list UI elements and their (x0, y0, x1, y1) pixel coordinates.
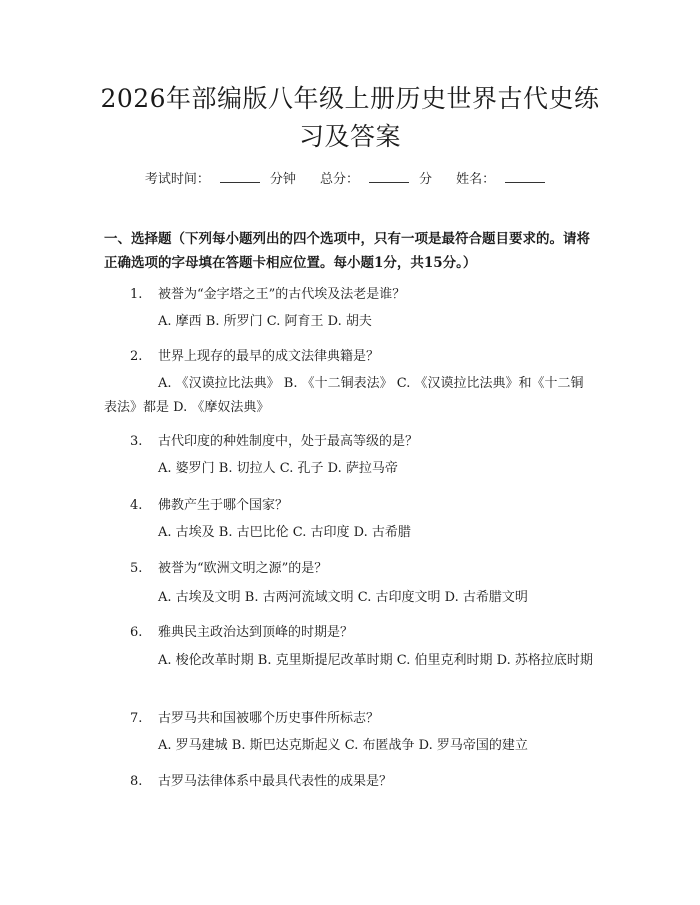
question-3-options: A. 婆罗门 B. 切拉人 C. 孔子 D. 萨拉马帝 (158, 461, 398, 476)
total-score-field: 总分： 分 (319, 172, 433, 187)
question-4: 4. 佛教产生于哪个国家？ (130, 498, 289, 513)
question-7-options: A. 罗马建城 B. 斯巴达克斯起义 C. 布匿战争 D. 罗马帝国的建立 (158, 738, 528, 753)
section-heading: 一、选择题（下列每小题列出的四个选项中，只有一项是最符合题目要求的。请将正确选项的字母填在答题卡相应位置。每小题1分，共15分。） (104, 231, 590, 271)
student-name-field: 姓名： (456, 172, 555, 187)
question-5: 5. 被誉为“欧洲文明之源”的是？ (130, 561, 328, 576)
question-1-options: A. 摩西 B. 所罗门 C. 阿育王 D. 胡夫 (158, 314, 372, 329)
question-3: 3. 古代印度的种姓制度中，处于最高等级的是？ (130, 434, 419, 449)
question-5-options: A. 古埃及文明 B. 古两河流域文明 C. 古印度文明 D. 古希腊文明 (158, 590, 528, 605)
question-6: 6. 雅典民主政治达到顶峰的时期是？ (130, 625, 354, 640)
exam-time-field: 考试时间： 分钟 (144, 172, 296, 187)
question-8: 8. 古罗马法律体系中最具代表性的成果是？ (130, 774, 393, 789)
question-2: 2. 世界上现存的最早的成文法律典籍是？ (130, 349, 380, 364)
question-1: 1. 被誉为“金字塔之王”的古代埃及法老是谁？ (130, 287, 406, 302)
question-6-options: A. 梭伦改革时期 B. 克里斯提尼改革时期 C. 伯里克利时期 D. 苏格拉底时期 (158, 653, 593, 668)
question-2-options: A. 《汉谟拉比法典》 B. 《十二铜表法》 C. 《汉谟拉比法典》和《十二铜表法》都是 D. 《摩奴法典》 (104, 376, 584, 415)
exam-meta-line (0, 168, 700, 187)
total-score-blank (369, 181, 409, 183)
exam-time-blank (220, 181, 260, 183)
question-7: 7. 古罗马共和国被哪个历史事件所标志？ (130, 711, 380, 726)
student-name-blank (505, 181, 545, 183)
question-4-options: A. 古埃及 B. 古巴比伦 C. 古印度 D. 古希腊 (158, 525, 411, 540)
document-title: 2026年部编版八年级上册历史世界古代史练习及答案 (100, 84, 600, 151)
